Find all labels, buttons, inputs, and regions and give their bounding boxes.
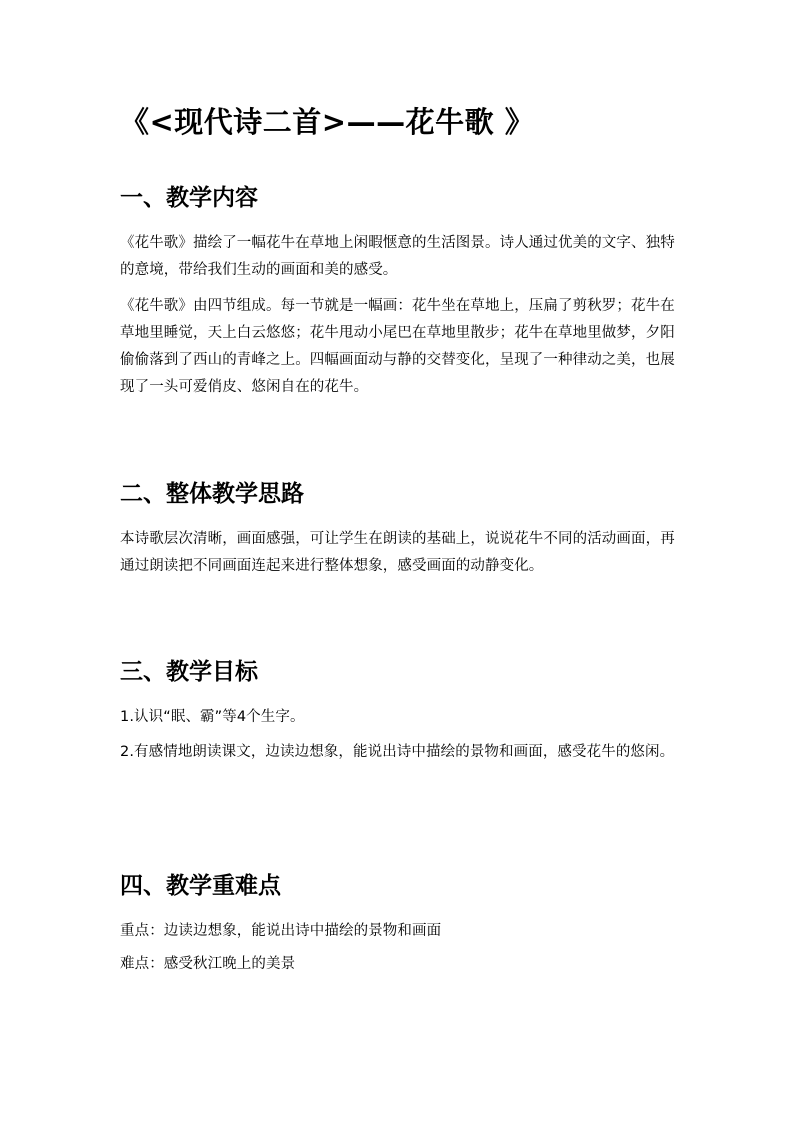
- document-title: 《<现代诗二首>——花牛歌 》: [120, 105, 535, 139]
- objective-item: 1.认识“眠、霸”等4个生字。: [120, 709, 305, 725]
- section-key-points: [120, 870, 680, 978]
- section-heading: 四、教学重难点: [120, 873, 281, 899]
- paragraph: 本诗歌层次清晰，画面感强，可让学生在朗读的基础上，说说花牛不同的活动画面，再通过朗读把不同画面连起来进行整体想象，感受画面的动静变化。: [120, 531, 675, 574]
- section-overall-approach: [120, 478, 680, 580]
- difficult-point: 难点：感受秋江晚上的美景: [120, 956, 296, 972]
- paragraph: 《花牛歌》由四节组成。每一节就是一幅画：花牛坐在草地上，压扁了剪秋罗；花牛在草地里睡觉，天上白云悠悠；花牛甩动小尾巴在草地里散步；花牛在草地里做梦，夕阳偷偷落到了西山的青峰之上。四幅画面动与静的交替变化，呈现了一种律动之美，也展现了一头可爱俏皮、悠闲自在的花牛。: [120, 298, 675, 395]
- section-heading: 三、教学目标: [120, 659, 258, 685]
- objective-item: 2.有感情地朗读课文，边读边想象，能说出诗中描绘的景物和画面，感受花牛的悠闲。: [120, 744, 675, 760]
- section-heading: 一、教学内容: [120, 185, 258, 211]
- key-point: 重点：边读边想象，能说出诗中描绘的景物和画面: [120, 923, 442, 939]
- section-teaching-content: [120, 182, 680, 401]
- section-heading: 二、整体教学思路: [120, 481, 304, 507]
- paragraph: 《花牛歌》描绘了一幅花牛在草地上闲暇惬意的生活图景。诗人通过优美的文字、独特的意境，带给我们生动的画面和美的感受。: [120, 235, 675, 278]
- section-teaching-objectives: [120, 656, 680, 766]
